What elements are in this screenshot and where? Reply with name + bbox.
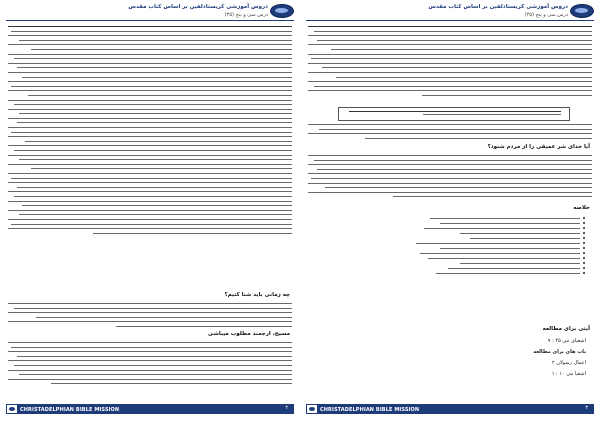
section-heading-1: آیا خدای شر عمیقی را از مردم شنود؟ — [487, 144, 590, 150]
section-heading-study: آیتی برای مطالعه — [542, 326, 590, 332]
page-number: ۳ — [585, 405, 588, 411]
body-text-block-2 — [308, 124, 592, 142]
study-item-1: اشعیای نبی ۴۵ : ۷ — [547, 338, 586, 344]
study-item-4: اشعیا نبی ۱۰ : ۱ — [551, 371, 586, 377]
header-rule — [6, 20, 294, 21]
page-number: ۲ — [285, 405, 288, 411]
study-item-3: اعمال رسولان ۲ — [552, 360, 586, 366]
body-text-block-1 — [8, 26, 292, 237]
section-heading-summary: خلاصه — [573, 205, 590, 211]
quote-box — [338, 107, 570, 121]
footer-logo-icon — [306, 404, 318, 414]
footer-org: CHRISTADELPHIAN BIBLE MISSION — [20, 407, 120, 413]
logo-icon — [270, 4, 294, 18]
section-heading-2: مسیح، ارجمند مطلوب میباشی — [207, 331, 290, 337]
right-page — [300, 0, 600, 424]
header-lesson: درس سی و پنج (۳۵) — [224, 12, 268, 18]
header-lesson: درس سی و پنج (۳۵) — [524, 12, 568, 18]
header-title: دروس آموزشی کریستادلفین بر اساس کتاب مقدس — [428, 4, 568, 10]
body-text-block-2 — [8, 303, 292, 331]
summary-list — [380, 218, 580, 278]
footer-logo-icon — [6, 404, 18, 414]
header-title: دروس آموزشی کریستادلفین بر اساس کتاب مقدس — [128, 4, 268, 10]
body-text-block-3 — [308, 155, 592, 201]
body-text-block-3 — [8, 342, 292, 388]
study-item-2: باب های برای مطالعه — [533, 349, 586, 355]
section-heading-1: چه زمانی باید شنا کنیم؟ — [224, 292, 290, 298]
header-rule — [306, 20, 594, 21]
body-text-block-1 — [308, 26, 592, 100]
footer-org: CHRISTADELPHIAN BIBLE MISSION — [320, 407, 420, 413]
logo-icon — [570, 4, 594, 18]
